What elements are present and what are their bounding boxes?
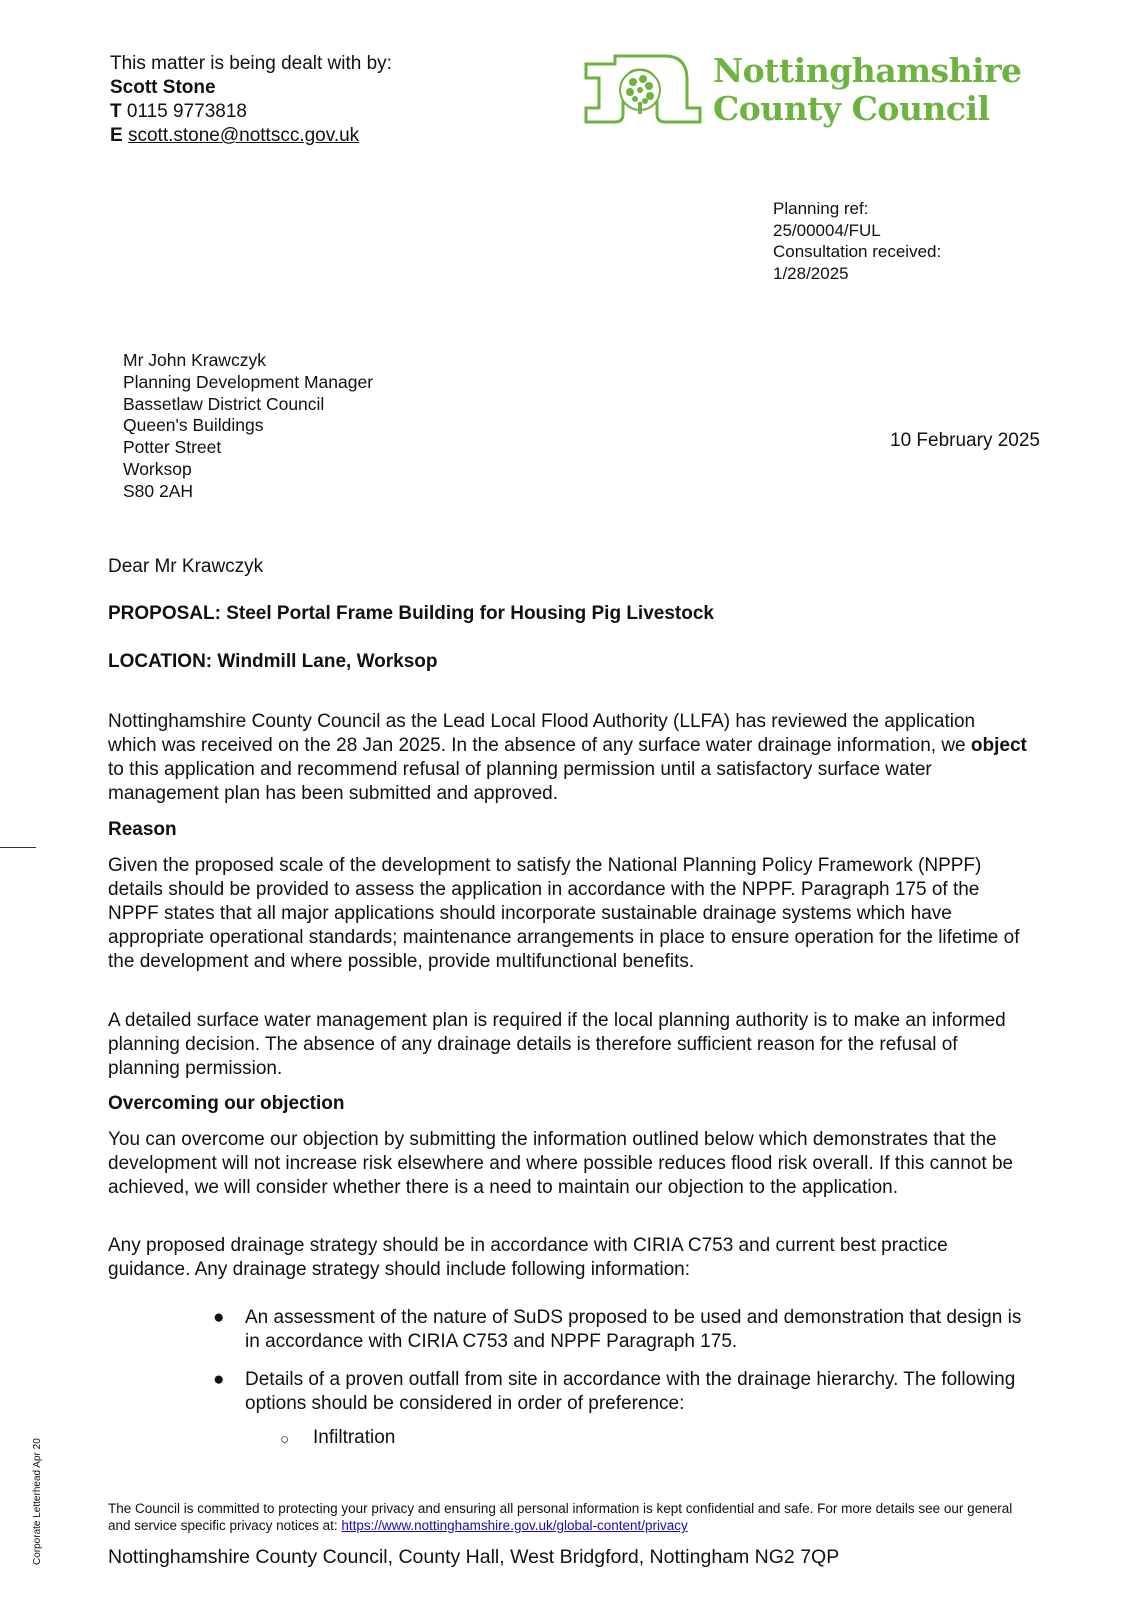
address-line: Potter Street — [123, 437, 222, 458]
overcoming-paragraph-2: Any proposed drainage strategy should be in accordance with CIRIA C753 and current best practice guidance. Any drainage strategy should include following information: — [108, 1235, 948, 1280]
address-line: S80 2AH — [123, 480, 194, 501]
address-line: Worksop — [123, 458, 192, 479]
intro-text: Nottinghamshire County Council as the Lead Local Flood Authority (LLFA) has reviewed the application which was received on the 28 Jan 2025. In the absence of any surface water drainage information, we — [108, 711, 976, 756]
contact-block — [110, 52, 392, 148]
oak-tree-emblem-icon — [583, 52, 703, 128]
reason-paragraph-1: Given the proposed scale of the development to satisfy the National Planning Policy Framework (NPPF) details should be provided to assess the application in accordance with the NPPF. Paragraph 175 of the NPPF states that all major applications should incorporate sustainable drainage systems which have appropriate operational standards; maintenance arrangements in place to ensure operation for the lifetime of the development and where possible, provide multifunctional benefits. — [108, 855, 1020, 972]
sub-list-item: ○ Infiltration — [280, 1426, 1100, 1450]
recipient-address — [123, 350, 373, 503]
overcoming-paragraph-1: You can overcome our objection by submitting the information outlined below which demonstrates that the development will not increase risk elsewhere and where possible reduces flood risk overall. If this cannot be achieved, we will consider whether there is a need to maintain our objection to the application. — [108, 1129, 1014, 1198]
address-line: Mr John Krawczyk — [123, 350, 266, 370]
phone-label: T — [110, 101, 122, 122]
proposal-heading: PROPOSAL: Steel Portal Frame Building for Housing Pig Livestock — [108, 603, 714, 624]
privacy-notice — [108, 1500, 1038, 1534]
intro-paragraph — [108, 710, 1028, 806]
object-emphasis: object — [970, 735, 1027, 756]
list-item: ● Details of a proven outfall from site in accordance with the drainage hierarchy. The following options should be considered in order of preference: — [213, 1369, 1016, 1414]
contact-intro: This matter is being dealt with by: — [110, 53, 392, 74]
privacy-link[interactable]: https://www.nottinghamshire.gov.uk/global-content/privacy — [341, 1518, 688, 1533]
council-name — [713, 52, 1022, 128]
contact-name: Scott Stone — [110, 77, 216, 98]
bullet-icon: ● — [213, 1369, 225, 1390]
email-label: E — [110, 125, 123, 146]
salutation: Dear Mr Krawczyk — [108, 556, 264, 577]
address-line: Planning Development Manager — [123, 371, 374, 392]
consultation-date: 1/28/2025 — [773, 263, 849, 283]
location-heading: LOCATION: Windmill Lane, Worksop — [108, 651, 438, 672]
contact-email-link[interactable]: scott.stone@nottscc.gov.uk — [127, 125, 360, 146]
council-logo — [583, 52, 1023, 132]
reason-heading: Reason — [108, 819, 177, 840]
list-item: ● An assessment of the nature of SuDS proposed to be used and demonstration that design is in accordance with CIRIA C753 and NPPF Paragraph 175. — [213, 1307, 1022, 1352]
bullet-icon: ● — [213, 1307, 225, 1328]
hollow-bullet-icon: ○ — [280, 1431, 290, 1448]
planning-ref-label: Planning ref: — [773, 199, 869, 218]
overcoming-heading: Overcoming our objection — [108, 1093, 345, 1114]
reason-paragraph-2: A detailed surface water management plan is required if the local planning authority is to make an informed planning decision. The absence of any drainage details is therefore sufficient reason for the refusal of planning permission. — [108, 1010, 1006, 1079]
letter-date: 10 February 2025 — [890, 430, 1040, 451]
privacy-text: The Council is committed to protecting your privacy and ensuring all personal information is kept confidential and safe. For more details see our general and service specific privacy notices at: — [108, 1501, 1013, 1533]
requirements-list — [210, 1306, 1030, 1450]
planning-ref: 25/00004/FUL — [773, 220, 881, 240]
logo-line-2: County Council — [713, 89, 990, 128]
address-line: Queen's Buildings — [123, 415, 264, 436]
fold-mark — [0, 847, 36, 848]
address-line: Bassetlaw District Council — [123, 393, 325, 414]
council-address-footer: Nottinghamshire County Council, County Hall, West Bridgford, Nottingham NG2 7QP — [108, 1546, 840, 1568]
reference-block — [773, 198, 941, 284]
intro-text-cont: to this application and recommend refusal of planning permission until a satisfactory surface water management plan has been submitted and approved. — [108, 759, 932, 804]
contact-phone: 0115 9773818 — [126, 101, 247, 122]
letterhead-version-label: Corporate Letterhead Apr 20 — [32, 1438, 43, 1565]
logo-line-1: Nottinghamshire — [713, 51, 1022, 90]
consultation-label: Consultation received: — [773, 242, 942, 261]
